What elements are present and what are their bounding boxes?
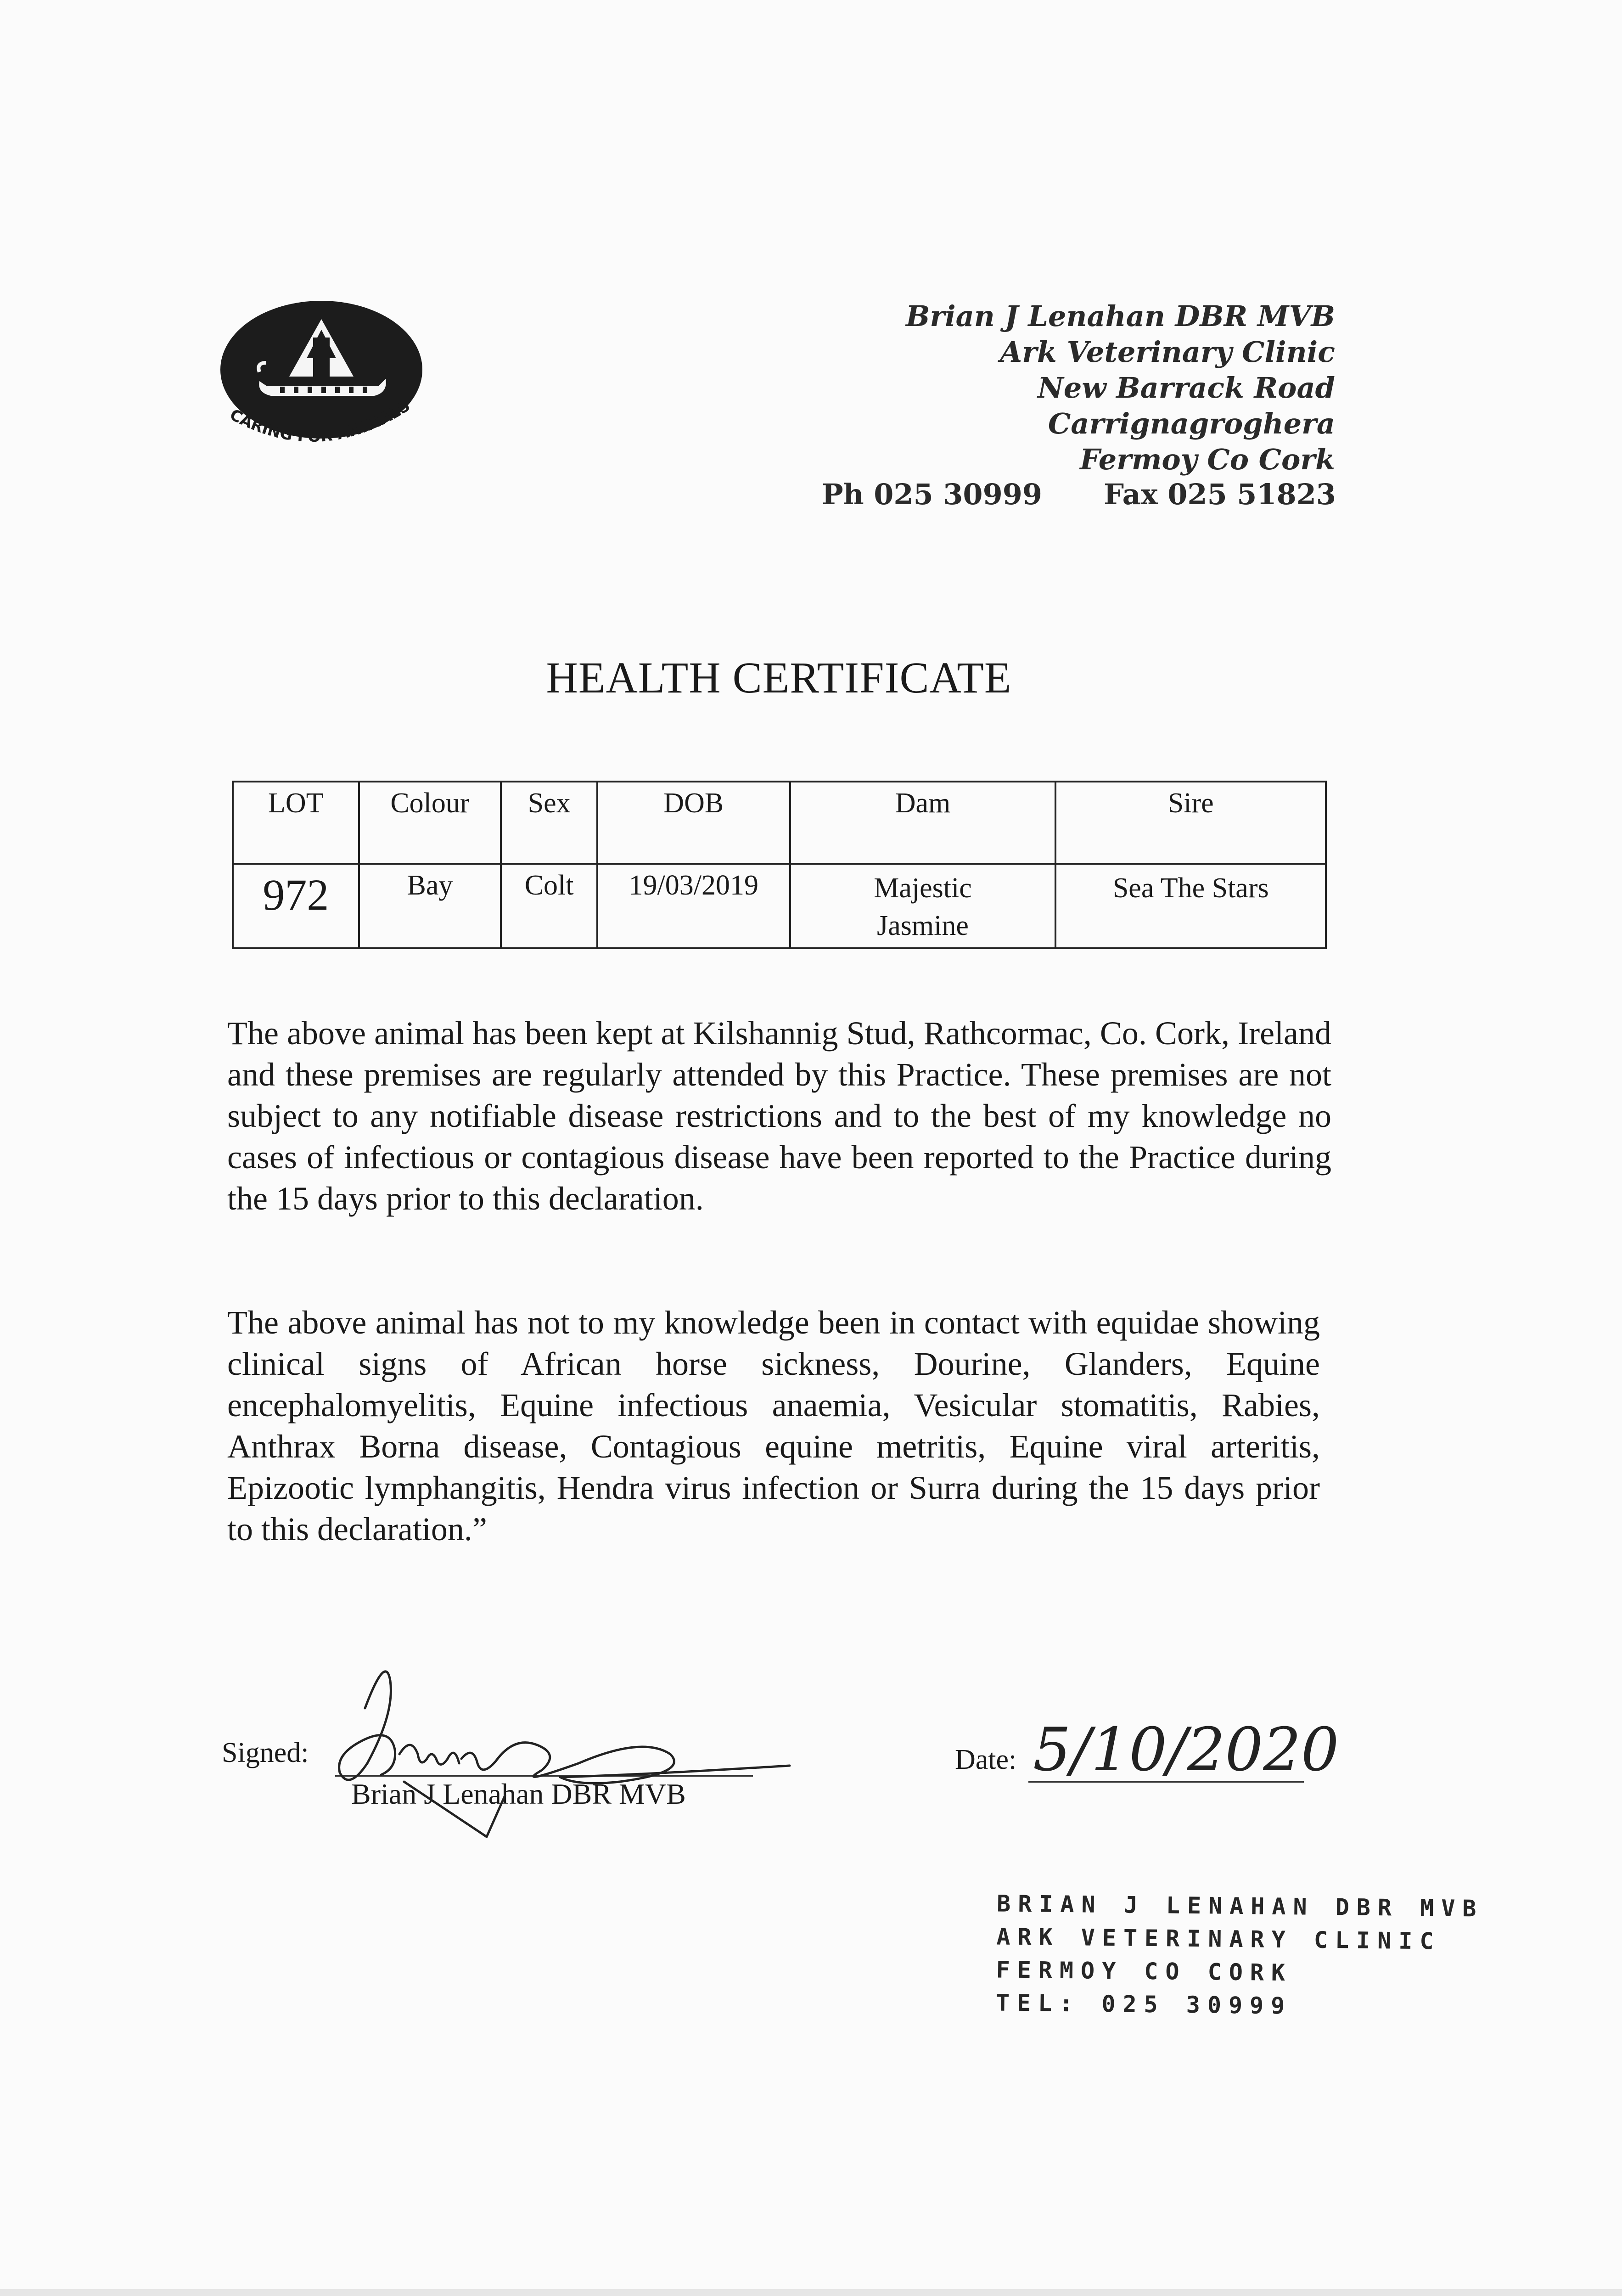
cell-sire: Sea The Stars	[1055, 864, 1326, 948]
stamp-line-1: BRIAN J LENAHAN DBR MVB	[996, 1890, 1484, 1922]
phone-number: Ph 025 30999	[822, 478, 1042, 511]
address-area: Carrignagroghera	[1048, 407, 1335, 440]
signer-name: Brian J Lenahan DBR MVB	[351, 1778, 686, 1810]
handwritten-date	[1028, 1653, 1339, 1818]
fax-number: Fax 025 51823	[1103, 478, 1336, 511]
cell-dam	[790, 864, 1056, 948]
header-lot: LOT	[233, 782, 359, 864]
table-row	[233, 864, 1326, 948]
logo-text: CARING FOR ANIMALS	[226, 396, 414, 446]
stamp-line-3: FERMOY CO CORK	[996, 1956, 1293, 1986]
declaration-paragraph-1: The above animal has been kept at Kilshannig Stud, Rathcormac, Co. Cork, Ireland and these premises are regularly attended by this Practice. These premises are not subject to any notifiable disease restrictions and to the best of my knowledge no cases of infectious or contagious disease have been reported to the Practice during the 15 days prior to this declaration.	[227, 1015, 1331, 1217]
address-road: New Barrack Road	[1038, 371, 1335, 405]
header-sex: Sex	[501, 782, 597, 864]
dam-line-1: Majestic	[874, 872, 972, 904]
clinic-name: Ark Veterinary Clinic	[1000, 335, 1335, 369]
date-value: 5/10/2020	[1033, 1715, 1339, 1784]
cell-lot: 972	[233, 864, 359, 948]
handwritten-signature	[321, 1644, 808, 1874]
vet-name: Brian J Lenahan DBR MVB	[906, 299, 1335, 333]
letterhead-address	[906, 298, 1335, 478]
header-dam: Dam	[790, 782, 1056, 864]
cell-dob: 19/03/2019	[597, 864, 790, 948]
signed-label: Signed:	[222, 1737, 309, 1768]
stamp-line-2: ARK VETERINARY CLINIC	[996, 1923, 1441, 1955]
header-dob: DOB	[597, 782, 790, 864]
animal-details-table	[232, 781, 1327, 949]
stamp-line-4: TEL: 025 30999	[995, 1989, 1292, 2020]
cell-sex: Colt	[501, 864, 597, 948]
declaration-paragraph-2: The above animal has not to my knowledge been in contact with equidae showing clinical signs of African horse sickness, Dourine, Glanders, Equine encephalomyelitis, Equine infectious anaemia, Vesicular stomatitis, Rabies, Anthrax Borna disease, Contagious equine metritis, Equine viral arteritis, Epizootic lymphangitis, Hendra virus infection or Surra during the 15 days prior to this declaration.”	[227, 1304, 1320, 1548]
document-title: HEALTH CERTIFICATE	[546, 653, 1012, 702]
contact-line	[822, 478, 1336, 511]
date-label: Date:	[955, 1744, 1017, 1775]
scan-edge	[0, 2289, 1622, 2296]
clinic-stamp	[996, 1887, 1484, 2024]
ark-boat-logo-icon	[216, 294, 427, 459]
dam-line-2: Jasmine	[877, 910, 969, 941]
table-header-row	[233, 782, 1326, 864]
header-colour: Colour	[359, 782, 501, 864]
header-sire: Sire	[1055, 782, 1326, 864]
address-town: Fermoy Co Cork	[1080, 443, 1335, 476]
clinic-logo	[216, 294, 427, 459]
cell-colour: Bay	[359, 864, 501, 948]
